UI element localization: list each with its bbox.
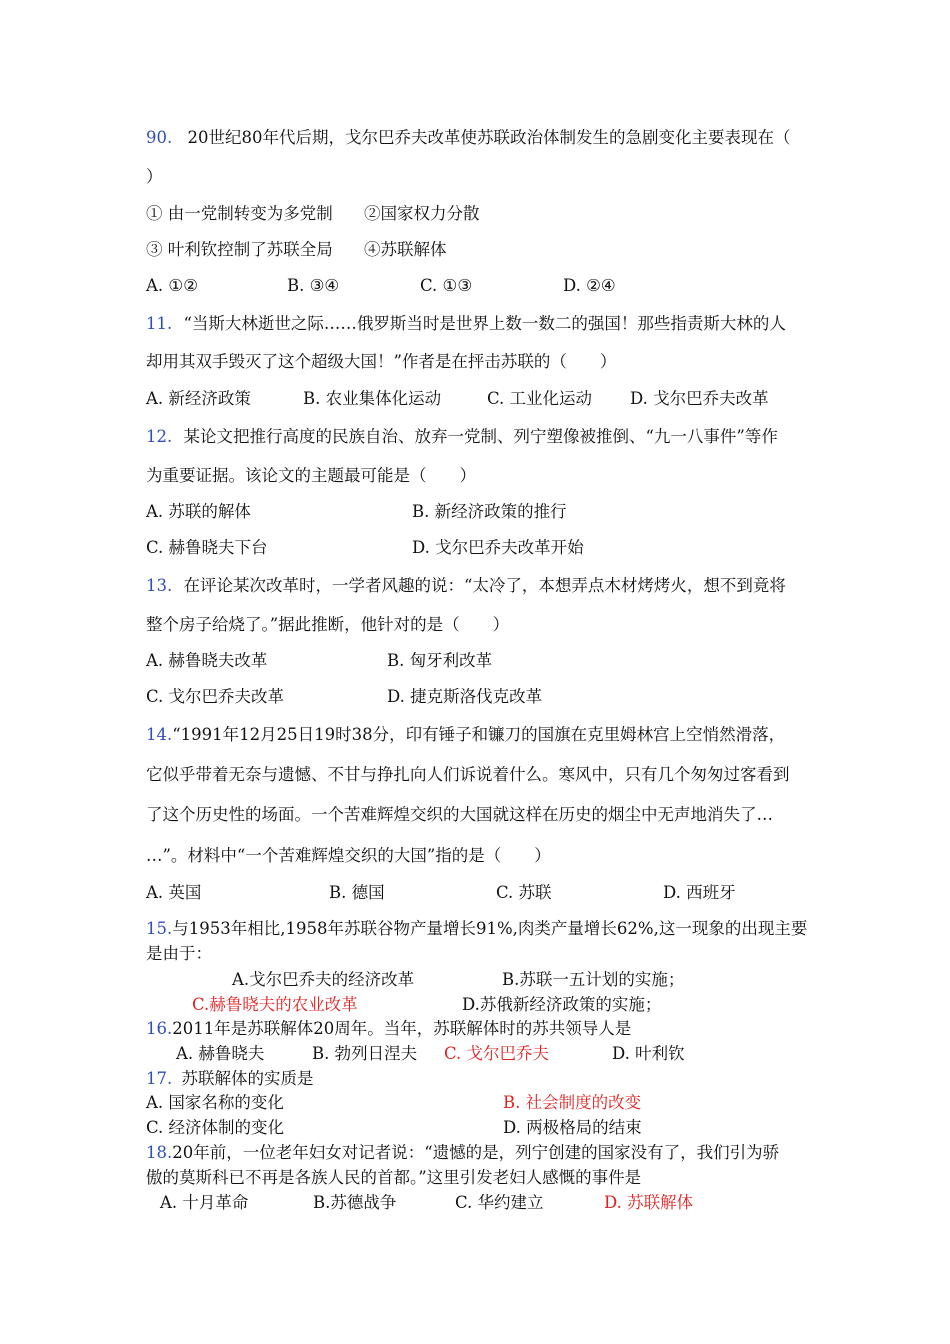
question-stem: “当斯大林逝世之际……俄罗斯当时是世界上数一数二的强国！那些指责斯大林的人 <box>183 314 786 333</box>
question-number: 17. <box>146 1069 173 1088</box>
question-14-line-4: …”。材料中“一个苦难辉煌交织的大国”指的是（ ） <box>146 846 551 865</box>
question-15-line-1 <box>146 918 807 940</box>
question-12-line-1 <box>146 426 778 448</box>
option-c: C. 赫鲁晓夫下台 <box>146 538 268 557</box>
option-b-answer: B. 社会制度的改变 <box>503 1093 642 1112</box>
question-stem: 某论文把推行高度的民族自治、放弃一党制、列宁塑像被推倒、“九一八事件”等作 <box>183 427 778 446</box>
option-c: C. ①③ <box>420 276 473 295</box>
option-d: D. 西班牙 <box>663 883 736 902</box>
question-stem: 20世纪80年代后期，戈尔巴乔夫改革使苏联政治体制发生的急剧变化主要表现在（ <box>187 128 791 147</box>
option-b: B. 匈牙利改革 <box>387 651 493 670</box>
option-a: A. 十月革命 <box>160 1193 249 1212</box>
question-11-line-2: 却用其双手毁灭了这个超级大国！”作者是在抨击苏联的（ ） <box>146 352 617 371</box>
option-d: D. 戈尔巴乔夫改革开始 <box>412 538 584 557</box>
option-b: B. 农业集体化运动 <box>303 389 442 408</box>
option-b: B.苏联一五计划的实施； <box>502 970 685 989</box>
option-a: A. 国家名称的变化 <box>146 1093 284 1112</box>
option-c: C. 苏联 <box>496 883 552 902</box>
option-b: B. ③④ <box>287 276 340 295</box>
question-number: 12. <box>146 427 173 446</box>
question-12-line-2: 为重要证据。该论文的主题最可能是（ ） <box>146 466 476 485</box>
option-c-answer: C. 戈尔巴乔夫 <box>444 1044 550 1063</box>
question-90-item-4: ④苏联解体 <box>364 240 447 259</box>
option-a: A. ①② <box>146 276 198 295</box>
question-17-line-1 <box>146 1068 314 1090</box>
option-a: A. 赫鲁晓夫改革 <box>146 651 268 670</box>
question-number: 18. <box>146 1143 173 1162</box>
question-14-line-1 <box>146 724 785 746</box>
option-a: A. 英国 <box>146 883 202 902</box>
option-d-answer: D. 苏联解体 <box>604 1193 694 1212</box>
option-c: C. 华约建立 <box>455 1193 544 1212</box>
question-stem: 20年前，一位老年妇女对记者说：“遗憾的是，列宁创建的国家没有了，我们引为骄 <box>172 1143 780 1162</box>
question-16-line-1 <box>146 1018 631 1040</box>
question-stem: 在评论某次改革时，一学者风趣的说：“太冷了，本想弄点木材烤烤火，想不到竟将 <box>183 576 786 595</box>
question-13-line-2: 整个房子给烧了。”据此推断，他针对的是（ ） <box>146 615 510 634</box>
option-b: B.苏德战争 <box>313 1193 397 1212</box>
question-18-line-1 <box>146 1142 779 1164</box>
question-number: 15. <box>146 919 173 938</box>
option-a: A. 赫鲁晓夫 <box>176 1044 265 1063</box>
option-a: A. 新经济政策 <box>146 389 251 408</box>
question-11-line-1 <box>146 313 786 335</box>
question-number: 13. <box>146 576 173 595</box>
question-stem: 苏联解体的实质是 <box>181 1069 314 1088</box>
option-c-answer: C.赫鲁晓夫的农业改革 <box>192 995 358 1014</box>
option-a: A. 苏联的解体 <box>146 502 251 521</box>
option-d: D. 两极格局的结束 <box>503 1118 642 1137</box>
question-number: 90. <box>146 128 173 147</box>
question-14-line-3: 了这个历史性的场面。一个苦难辉煌交织的大国就这样在历史的烟尘中无声地消失了… <box>146 805 773 824</box>
option-d: D. 叶利钦 <box>612 1044 685 1063</box>
question-number: 14. <box>146 725 173 744</box>
option-d: D. 捷克斯洛伐克改革 <box>387 687 543 706</box>
question-90-line-1 <box>146 127 791 149</box>
question-15-line-2: 是由于： <box>146 944 212 963</box>
option-c: C. 戈尔巴乔夫改革 <box>146 687 285 706</box>
question-number: 11. <box>146 314 173 333</box>
option-b: B. 勃列日涅夫 <box>312 1044 418 1063</box>
question-90-line-2: ） <box>146 167 163 186</box>
option-d: D. 戈尔巴乔夫改革 <box>630 389 769 408</box>
question-18-line-2: 傲的莫斯科已不再是各族人民的首都。”这里引发老妇人感慨的事件是 <box>146 1168 642 1187</box>
question-13-line-1 <box>146 575 786 597</box>
option-b: B. 新经济政策的推行 <box>412 502 567 521</box>
question-14-line-2: 它似乎带着无奈与遗憾、不甘与挣扎向人们诉说着什么。寒风中，只有几个匆匆过客看到 <box>146 765 790 784</box>
option-d: D.苏俄新经济政策的实施； <box>462 995 662 1014</box>
question-90-item-3: ③ 叶利钦控制了苏联全局 <box>146 240 333 259</box>
question-stem: 与1953年相比,1958年苏联谷物产量增长91%,肉类产量增长62%,这一现象的出现主要 <box>172 919 808 938</box>
question-stem: “1991年12月25日19时38分，印有锤子和镰刀的国旗在克里姆林宫上空悄然滑落， <box>172 725 786 744</box>
option-b: B. 德国 <box>329 883 385 902</box>
option-a: A.戈尔巴乔夫的经济改革 <box>232 970 415 989</box>
option-c: C. 工业化运动 <box>487 389 593 408</box>
question-stem: 2011年是苏联解体20周年。当年，苏联解体时的苏共领导人是 <box>172 1019 632 1038</box>
option-d: D. ②④ <box>563 276 616 295</box>
question-90-item-1: ① 由一党制转变为多党制 <box>146 204 333 223</box>
question-number: 16. <box>146 1019 173 1038</box>
option-c: C. 经济体制的变化 <box>146 1118 285 1137</box>
question-90-item-2: ②国家权力分散 <box>364 204 480 223</box>
